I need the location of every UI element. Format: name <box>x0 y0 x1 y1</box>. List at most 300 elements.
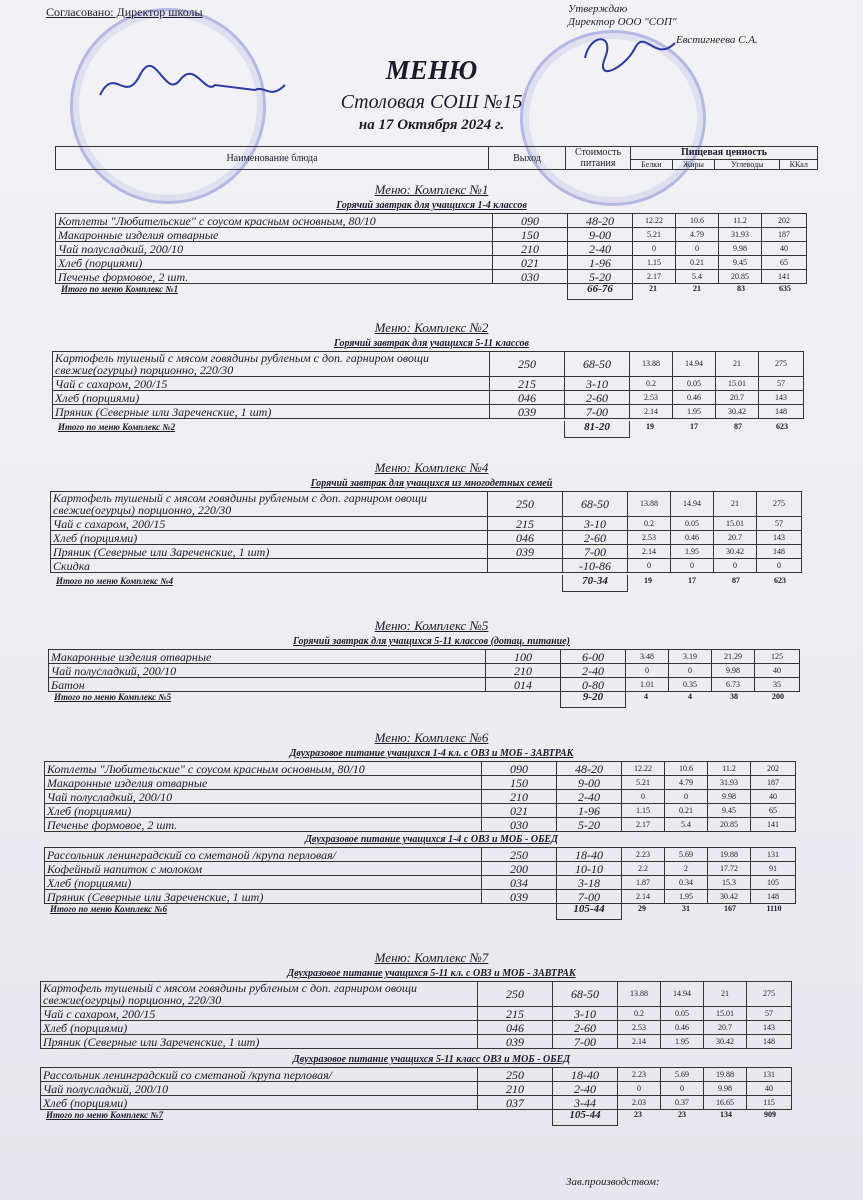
dish-yield: 250 <box>478 1068 553 1082</box>
dish-kcal: 65 <box>762 256 807 270</box>
dish-proteins: 2.23 <box>618 1068 661 1082</box>
dish-name: Хлеб (порциями) <box>41 1021 478 1035</box>
dish-proteins: 13.88 <box>628 492 671 517</box>
dish-price: 7-00 <box>563 545 628 559</box>
dish-carbs: 30.42 <box>716 405 759 419</box>
dish-name: Чай с сахаром, 200/15 <box>41 1007 478 1021</box>
total-fats: 23 <box>678 1110 686 1119</box>
dish-proteins: 13.88 <box>618 982 661 1007</box>
dish-proteins: 12.22 <box>622 762 665 776</box>
dish-yield: 039 <box>490 405 565 419</box>
dish-fats: 0.05 <box>661 1007 704 1021</box>
dish-fats: 5.69 <box>665 848 708 862</box>
dish-price: 2-60 <box>563 531 628 545</box>
dish-proteins: 2.14 <box>628 545 671 559</box>
menu-row <box>51 545 802 559</box>
group-title: Горячий завтрак для учащихся 1-4 классов <box>336 200 527 211</box>
dish-proteins: 12.22 <box>633 214 676 228</box>
dish-name: Скидка <box>51 559 488 573</box>
dish-fats: 4.79 <box>676 228 719 242</box>
dish-fats: 0.35 <box>669 678 712 692</box>
dish-name: Хлеб (порциями) <box>53 391 490 405</box>
total-fats: 31 <box>682 904 690 913</box>
dish-name: Чай полусладкий, 200/10 <box>41 1082 478 1096</box>
dish-kcal: 275 <box>747 982 792 1007</box>
dish-fats: 0 <box>676 242 719 256</box>
dish-price: 0-80 <box>561 678 626 692</box>
menu-table <box>44 847 796 904</box>
dish-price: 1-96 <box>557 804 622 818</box>
dish-price: 7-00 <box>565 405 630 419</box>
dish-proteins: 2.03 <box>618 1096 661 1110</box>
dish-price: 5-20 <box>568 270 633 284</box>
menu-row <box>51 531 802 545</box>
dish-price: 2-60 <box>565 391 630 405</box>
dish-price: 2-60 <box>553 1021 618 1035</box>
dish-yield: 250 <box>478 982 553 1007</box>
dish-kcal: 40 <box>747 1082 792 1096</box>
column-header <box>55 146 818 170</box>
dish-fats: 0.34 <box>665 876 708 890</box>
dish-fats: 0.37 <box>661 1096 704 1110</box>
dish-fats: 0.46 <box>673 391 716 405</box>
menu-row <box>45 818 796 832</box>
dish-name: Хлеб (порциями) <box>51 531 488 545</box>
dish-carbs: 9.98 <box>719 242 762 256</box>
dish-carbs: 31.93 <box>719 228 762 242</box>
dish-carbs: 19.88 <box>708 848 751 862</box>
dish-kcal: 148 <box>747 1035 792 1049</box>
menu-row <box>41 1035 792 1049</box>
menu-row <box>45 790 796 804</box>
dish-price: 3-10 <box>563 517 628 531</box>
total-carbs: 87 <box>734 422 742 431</box>
dish-carbs: 19.88 <box>704 1068 747 1082</box>
dish-proteins: 0 <box>622 790 665 804</box>
dish-fats: 4.79 <box>665 776 708 790</box>
dish-proteins: 2.14 <box>630 405 673 419</box>
dish-proteins: 1.01 <box>626 678 669 692</box>
dish-yield: 034 <box>482 876 557 890</box>
dish-price: 3-10 <box>565 377 630 391</box>
dish-carbs: 20.7 <box>714 531 757 545</box>
dish-proteins: 2.17 <box>633 270 676 284</box>
dish-price: 2-40 <box>557 790 622 804</box>
menu-row <box>56 270 807 284</box>
total-fats: 4 <box>688 692 692 701</box>
dish-proteins: 13.88 <box>630 352 673 377</box>
dish-proteins: 0.2 <box>618 1007 661 1021</box>
total-proteins: 21 <box>649 284 657 293</box>
dish-carbs: 20.85 <box>719 270 762 284</box>
dish-yield: 210 <box>493 242 568 256</box>
menu-row <box>49 650 800 664</box>
group-title: Двухразовое питание учащихся 1-4 с ОВЗ и МОБ - ОБЕД <box>305 834 558 845</box>
dish-yield: 215 <box>490 377 565 391</box>
dish-name: Хлеб (порциями) <box>41 1096 478 1110</box>
dish-kcal: 40 <box>762 242 807 256</box>
dish-name: Котлеты "Любительские" с соусом красным основным, 80/10 <box>45 762 482 776</box>
menu-row <box>51 492 802 517</box>
total-proteins: 29 <box>638 904 646 913</box>
dish-carbs: 9.98 <box>708 790 751 804</box>
menu-row <box>51 559 802 573</box>
approval-right <box>568 3 758 46</box>
total-kcal: 623 <box>774 576 786 585</box>
dish-name: Печенье формовое, 2 шт. <box>45 818 482 832</box>
dish-kcal: 105 <box>751 876 796 890</box>
dish-fats: 5.4 <box>665 818 708 832</box>
group-title: Горячий завтрак для учащихся из многодетных семей <box>310 478 553 489</box>
dish-kcal: 57 <box>747 1007 792 1021</box>
section-title: Меню: Комплекс №6 <box>374 730 489 745</box>
menu-row <box>56 256 807 270</box>
header-name: Наименование блюда <box>56 147 489 170</box>
menu-row <box>56 242 807 256</box>
dish-kcal: 40 <box>751 790 796 804</box>
header-kcal: ККал <box>780 159 818 169</box>
dish-fats: 14.94 <box>671 492 714 517</box>
dish-price: 48-20 <box>568 214 633 228</box>
dish-proteins: 0 <box>628 559 671 573</box>
total-carbs: 83 <box>737 284 745 293</box>
group-title: Горячий завтрак для учащихся 5-11 классов (дотац. питание) <box>293 636 570 647</box>
group-title: Двухразовое питание учащихся 5-11 класс ОВЗ и МОБ - ОБЕД <box>292 1054 571 1065</box>
menu-row <box>45 762 796 776</box>
dish-price: 6-00 <box>561 650 626 664</box>
dish-kcal: 143 <box>757 531 802 545</box>
menu-row <box>41 1068 792 1082</box>
menu-row <box>45 876 796 890</box>
dish-price: 18-40 <box>557 848 622 862</box>
dish-fats: 0 <box>671 559 714 573</box>
total-kcal: 635 <box>779 284 791 293</box>
menu-row <box>49 678 800 692</box>
dish-fats: 14.94 <box>661 982 704 1007</box>
dish-yield: 150 <box>482 776 557 790</box>
dish-fats: 0.21 <box>676 256 719 270</box>
dish-carbs: 6.73 <box>712 678 755 692</box>
dish-carbs: 15.01 <box>704 1007 747 1021</box>
dish-kcal: 125 <box>755 650 800 664</box>
dish-kcal: 148 <box>759 405 804 419</box>
menu-row <box>49 664 800 678</box>
dish-yield: 030 <box>493 270 568 284</box>
dish-carbs: 20.7 <box>716 391 759 405</box>
dish-name: Котлеты "Любительские" с соусом красным основным, 80/10 <box>56 214 493 228</box>
menu-row <box>56 228 807 242</box>
dish-carbs: 21 <box>714 492 757 517</box>
dish-yield: 210 <box>486 664 561 678</box>
dish-name: Рассольник ленинградский со сметаной /крупа перловая/ <box>41 1068 478 1082</box>
dish-name: Чай с сахаром, 200/15 <box>53 377 490 391</box>
dish-kcal: 57 <box>759 377 804 391</box>
total-label: Итого по меню Комплекс №6 <box>50 904 168 914</box>
dish-kcal: 40 <box>755 664 800 678</box>
header-carbs: Углеводы <box>715 159 780 169</box>
total-label: Итого по меню Комплекс №1 <box>61 284 179 294</box>
dish-yield: 200 <box>482 862 557 876</box>
menu-row <box>41 1082 792 1096</box>
dish-name: Пряник (Северные или Зареченские, 1 шт) <box>45 890 482 904</box>
dish-kcal: 187 <box>751 776 796 790</box>
dish-kcal: 141 <box>751 818 796 832</box>
dish-fats: 0.05 <box>671 517 714 531</box>
total-kcal: 200 <box>772 692 784 701</box>
dish-kcal: 141 <box>762 270 807 284</box>
dish-price: 7-00 <box>557 890 622 904</box>
dish-carbs: 11.2 <box>708 762 751 776</box>
dish-fats: 3.19 <box>669 650 712 664</box>
dish-yield: 100 <box>486 650 561 664</box>
dish-name: Хлеб (порциями) <box>45 876 482 890</box>
dish-price: 7-00 <box>553 1035 618 1049</box>
dish-kcal: 131 <box>751 848 796 862</box>
dish-proteins: 2.53 <box>618 1021 661 1035</box>
group-title: Двухразовое питание учащихся 1-4 кл. с ОВЗ и МОБ - ЗАВТРАК <box>289 748 574 759</box>
dish-carbs: 15.3 <box>708 876 751 890</box>
dish-kcal: 115 <box>747 1096 792 1110</box>
menu-table <box>40 1067 792 1110</box>
dish-yield: 150 <box>493 228 568 242</box>
dish-yield: 039 <box>478 1035 553 1049</box>
approval-left: Согласовано: Директор школы <box>46 5 203 19</box>
dish-kcal: 148 <box>751 890 796 904</box>
dish-price: 68-50 <box>553 982 618 1007</box>
dish-yield: 210 <box>482 790 557 804</box>
dish-proteins: 2.53 <box>628 531 671 545</box>
dish-carbs: 9.98 <box>704 1082 747 1096</box>
dish-kcal: 202 <box>762 214 807 228</box>
dish-fats: 1.95 <box>673 405 716 419</box>
dish-carbs: 11.2 <box>719 214 762 228</box>
dish-fats: 5.4 <box>676 270 719 284</box>
dish-carbs: 30.42 <box>714 545 757 559</box>
total-fats: 17 <box>688 576 696 585</box>
menu-row <box>45 890 796 904</box>
dish-name: Чай полусладкий, 200/10 <box>56 242 493 256</box>
dish-yield: 250 <box>482 848 557 862</box>
total-proteins: 19 <box>646 422 654 431</box>
dish-carbs: 21.29 <box>712 650 755 664</box>
dish-yield: 046 <box>488 531 563 545</box>
dish-name: Хлеб (порциями) <box>56 256 493 270</box>
total-carbs: 87 <box>732 576 740 585</box>
dish-price: -10-86 <box>563 559 628 573</box>
dish-fats: 1.95 <box>661 1035 704 1049</box>
header-yield: Выход <box>489 147 566 170</box>
dish-kcal: 143 <box>747 1021 792 1035</box>
dish-name: Кофейный напиток с молоком <box>45 862 482 876</box>
dish-name: Макаронные изделия отварные <box>45 776 482 790</box>
dish-kcal: 187 <box>762 228 807 242</box>
dish-proteins: 0 <box>626 664 669 678</box>
dish-carbs: 9.45 <box>719 256 762 270</box>
dish-carbs: 20.7 <box>704 1021 747 1035</box>
dish-yield: 250 <box>488 492 563 517</box>
total-label: Итого по меню Комплекс №2 <box>58 422 176 432</box>
dish-fats: 1.95 <box>665 890 708 904</box>
dish-proteins: 0 <box>618 1082 661 1096</box>
header-nutrition: Пищевая ценность <box>631 147 818 160</box>
dish-carbs: 17.72 <box>708 862 751 876</box>
dish-yield: 037 <box>478 1096 553 1110</box>
dish-price: 9-00 <box>568 228 633 242</box>
dish-name: Макаронные изделия отварные <box>56 228 493 242</box>
total-fats: 17 <box>690 422 698 431</box>
total-kcal: 1110 <box>766 904 782 913</box>
dish-name: Пряник (Северные или Зареченские, 1 шт) <box>51 545 488 559</box>
dish-proteins: 2.14 <box>622 890 665 904</box>
menu-row <box>45 862 796 876</box>
dish-kcal: 57 <box>757 517 802 531</box>
menu-row <box>53 377 804 391</box>
menu-row <box>41 1021 792 1035</box>
dish-kcal: 131 <box>747 1068 792 1082</box>
total-kcal: 623 <box>776 422 788 431</box>
dish-yield: 039 <box>482 890 557 904</box>
dish-fats: 10.6 <box>676 214 719 228</box>
total-carbs: 167 <box>724 904 736 913</box>
dish-kcal: 91 <box>751 862 796 876</box>
section-title: Меню: Комплекс №1 <box>374 182 489 197</box>
page-subtitle: Столовая СОШ №15 <box>340 91 523 113</box>
approval-line1: Утверждаю <box>568 3 628 15</box>
dish-proteins: 1.87 <box>622 876 665 890</box>
header-proteins: Белки <box>631 159 673 169</box>
dish-proteins: 0.2 <box>630 377 673 391</box>
dish-price: 2-40 <box>561 664 626 678</box>
dish-name: Пряник (Северные или Зареченские, 1 шт) <box>41 1035 478 1049</box>
total-price: 66-76 <box>567 283 633 300</box>
total-price: 9-20 <box>560 691 626 708</box>
dish-yield: 210 <box>478 1082 553 1096</box>
dish-name: Чай полусладкий, 200/10 <box>49 664 486 678</box>
dish-fats: 14.94 <box>673 352 716 377</box>
dish-price: 9-00 <box>557 776 622 790</box>
dish-fats: 1.95 <box>671 545 714 559</box>
header-fats: Жиры <box>672 159 715 169</box>
dish-name: Печенье формовое, 2 шт. <box>56 270 493 284</box>
section-title: Меню: Комплекс №4 <box>374 460 489 475</box>
total-carbs: 134 <box>720 1110 732 1119</box>
total-kcal: 909 <box>764 1110 776 1119</box>
dish-fats: 0.05 <box>673 377 716 391</box>
dish-fats: 0.21 <box>665 804 708 818</box>
menu-table <box>50 491 802 573</box>
dish-yield: 030 <box>482 818 557 832</box>
menu-row <box>45 848 796 862</box>
menu-table <box>55 213 807 284</box>
dish-fats: 0 <box>665 790 708 804</box>
total-proteins: 23 <box>634 1110 642 1119</box>
section-title: Меню: Комплекс №5 <box>374 618 489 633</box>
dish-price: 3-44 <box>553 1096 618 1110</box>
total-proteins: 4 <box>644 692 648 701</box>
dish-fats: 0 <box>669 664 712 678</box>
dish-name: Рассольник ленинградский со сметаной /крупа перловая/ <box>45 848 482 862</box>
dish-yield: 090 <box>493 214 568 228</box>
menu-row <box>41 982 792 1007</box>
dish-name: Макаронные изделия отварные <box>49 650 486 664</box>
dish-yield: 215 <box>488 517 563 531</box>
dish-name: Чай полусладкий, 200/10 <box>45 790 482 804</box>
approval-line2: Директор ООО "СОП" <box>568 16 677 28</box>
dish-carbs: 30.42 <box>704 1035 747 1049</box>
dish-proteins: 5.21 <box>622 776 665 790</box>
menu-date: на 17 Октября 2024 г. <box>358 117 505 133</box>
total-price: 81-20 <box>564 421 630 438</box>
dish-price: 2-40 <box>568 242 633 256</box>
dish-price: 3-10 <box>553 1007 618 1021</box>
total-label: Итого по меню Комплекс №4 <box>56 576 174 586</box>
menu-row <box>45 804 796 818</box>
dish-kcal: 275 <box>757 492 802 517</box>
dish-yield: 046 <box>490 391 565 405</box>
dish-carbs: 9.98 <box>712 664 755 678</box>
dish-yield: 021 <box>493 256 568 270</box>
dish-price: 2-40 <box>553 1082 618 1096</box>
total-fats: 21 <box>693 284 701 293</box>
dish-yield: 215 <box>478 1007 553 1021</box>
menu-row <box>53 352 804 377</box>
dish-proteins: 1.15 <box>633 256 676 270</box>
dish-kcal: 65 <box>751 804 796 818</box>
menu-row <box>53 391 804 405</box>
total-price: 105-44 <box>552 1109 618 1126</box>
dish-fats: 10.6 <box>665 762 708 776</box>
dish-proteins: 0.2 <box>628 517 671 531</box>
total-proteins: 19 <box>644 576 652 585</box>
dish-proteins: 0 <box>633 242 676 256</box>
dish-carbs: 9.45 <box>708 804 751 818</box>
dish-yield: 021 <box>482 804 557 818</box>
dish-fats: 0.46 <box>671 531 714 545</box>
dish-fats: 0 <box>661 1082 704 1096</box>
total-label: Итого по меню Комплекс №5 <box>54 692 172 702</box>
dish-proteins: 2.14 <box>618 1035 661 1049</box>
group-title: Горячий завтрак для учащихся 5-11 классов <box>333 338 530 349</box>
menu-row <box>56 214 807 228</box>
dish-carbs: 16.65 <box>704 1096 747 1110</box>
dish-kcal: 275 <box>759 352 804 377</box>
dish-fats: 0.46 <box>661 1021 704 1035</box>
dish-price: 48-20 <box>557 762 622 776</box>
dish-proteins: 1.15 <box>622 804 665 818</box>
section-title: Меню: Комплекс №2 <box>374 320 489 335</box>
dish-kcal: 143 <box>759 391 804 405</box>
dish-name: Картофель тушеный с мясом говядины рубленым с доп. гарниром овощи свежие(огурцы) порционно, 220/30 <box>51 492 488 517</box>
total-label: Итого по меню Комплекс №7 <box>46 1110 164 1120</box>
dish-price: 10-10 <box>557 862 622 876</box>
dish-kcal: 0 <box>757 559 802 573</box>
dish-fats: 5.69 <box>661 1068 704 1082</box>
dish-yield: 046 <box>478 1021 553 1035</box>
dish-name: Батон <box>49 678 486 692</box>
dish-carbs: 0 <box>714 559 757 573</box>
menu-row <box>41 1096 792 1110</box>
dish-price: 1-96 <box>568 256 633 270</box>
total-price: 105-44 <box>556 903 622 920</box>
menu-table <box>48 649 800 692</box>
total-price: 70-34 <box>562 575 628 592</box>
dish-fats: 2 <box>665 862 708 876</box>
menu-row <box>41 1007 792 1021</box>
dish-kcal: 35 <box>755 678 800 692</box>
dish-price: 5-20 <box>557 818 622 832</box>
dish-carbs: 21 <box>716 352 759 377</box>
dish-proteins: 2.2 <box>622 862 665 876</box>
